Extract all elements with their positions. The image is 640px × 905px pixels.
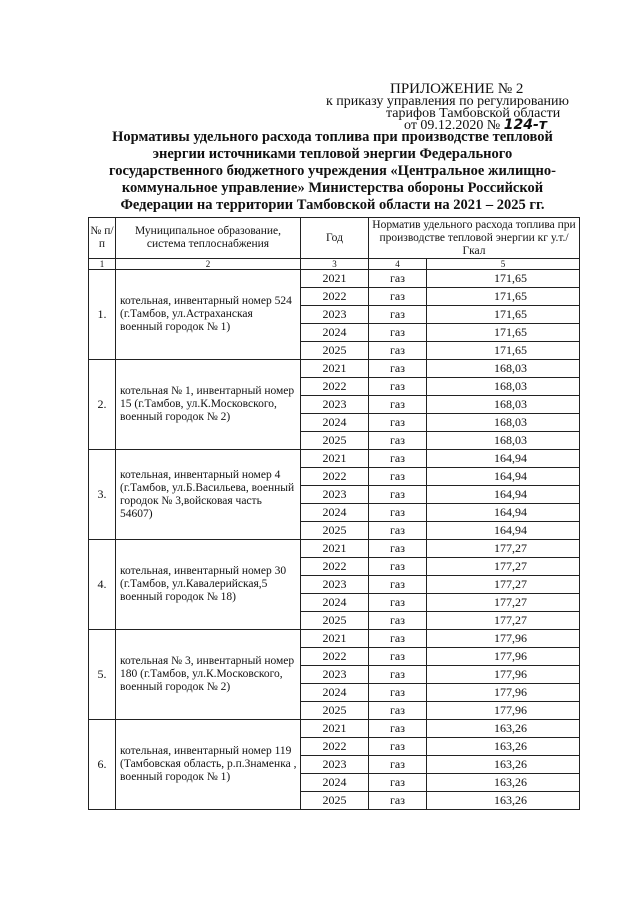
header-municipality: Муниципальное образование, система теплоснабжения [116,218,301,259]
column-index-row [89,259,580,270]
norm-value-cell: 164,94 [427,486,580,504]
year-cell: 2023 [301,486,369,504]
column-index: 2 [116,259,301,270]
row-number: 5. [89,630,116,720]
fuel-cell: газ [369,360,427,378]
norm-value-cell: 168,03 [427,414,580,432]
fuel-cell: газ [369,288,427,306]
heating-system-name: котельная, инвентарный номер 4 (г.Тамбов, ул.Б.Васильева, военный городок № 3,войсковая часть 54607) [116,450,301,540]
fuel-cell: газ [369,576,427,594]
year-cell: 2024 [301,684,369,702]
year-cell: 2025 [301,612,369,630]
year-cell: 2024 [301,594,369,612]
year-cell: 2025 [301,432,369,450]
year-cell: 2022 [301,288,369,306]
year-cell: 2022 [301,378,369,396]
fuel-cell: газ [369,648,427,666]
year-cell: 2023 [301,396,369,414]
row-number: 1. [89,270,116,360]
year-cell: 2024 [301,774,369,792]
norms-table [88,217,580,810]
norm-value-cell: 163,26 [427,738,580,756]
fuel-cell: газ [369,396,427,414]
year-cell: 2022 [301,648,369,666]
table-row [89,720,580,738]
heating-system-name: котельная № 1, инвентарный номер 15 (г.Тамбов, ул.К.Московского, военный городок № 2) [116,360,301,450]
fuel-cell: газ [369,558,427,576]
heating-system-name: котельная № 3, инвентарный номер 180 (г.Тамбов, ул.К.Московского, военный городок № 2) [116,630,301,720]
row-number: 2. [89,360,116,450]
norm-value-cell: 177,96 [427,684,580,702]
year-cell: 2023 [301,756,369,774]
norm-value-cell: 171,65 [427,288,580,306]
norm-value-cell: 168,03 [427,378,580,396]
fuel-cell: газ [369,684,427,702]
norm-value-cell: 177,27 [427,576,580,594]
year-cell: 2025 [301,342,369,360]
table-row [89,450,580,468]
norm-value-cell: 177,96 [427,702,580,720]
norm-value-cell: 164,94 [427,522,580,540]
norm-value-cell: 177,27 [427,540,580,558]
appendix-heading: ПРИЛОЖЕНИЕ № 2 [390,81,524,97]
year-cell: 2022 [301,558,369,576]
column-index: 4 [369,259,427,270]
fuel-cell: газ [369,738,427,756]
year-cell: 2024 [301,414,369,432]
norm-value-cell: 164,94 [427,468,580,486]
table-row [89,270,580,288]
year-cell: 2022 [301,738,369,756]
heating-system-name: котельная, инвентарный номер 119 (Тамбовская область, р.п.Знаменка , военный городок № 1) [116,720,301,810]
year-cell: 2021 [301,270,369,288]
heating-system-name: котельная, инвентарный номер 524 (г.Тамбов, ул.Астраханская военный городок № 1) [116,270,301,360]
year-cell: 2021 [301,450,369,468]
norm-value-cell: 163,26 [427,720,580,738]
order-date: от 09.12.2020 № [404,118,501,133]
year-cell: 2021 [301,360,369,378]
fuel-cell: газ [369,342,427,360]
fuel-cell: газ [369,612,427,630]
fuel-cell: газ [369,306,427,324]
norm-value-cell: 171,65 [427,270,580,288]
year-cell: 2024 [301,504,369,522]
year-cell: 2021 [301,720,369,738]
year-cell: 2023 [301,666,369,684]
column-index: 1 [89,259,116,270]
year-cell: 2021 [301,630,369,648]
table-header-row [89,218,580,259]
fuel-cell: газ [369,666,427,684]
row-number: 4. [89,540,116,630]
norm-value-cell: 168,03 [427,396,580,414]
norm-value-cell: 177,96 [427,666,580,684]
header-year: Год [301,218,369,259]
document-title: Нормативы удельного расхода топлива при производстве тепловой энергии источниками тепловой энергии Федерального государственного бюджетного учреждения «Центральное жилищно-коммунальное управление» Министерства обороны Российской Федерации на территории Тамбовской области на 2021 – 2025 гг. [109,129,556,213]
table-row [89,630,580,648]
fuel-cell: газ [369,756,427,774]
fuel-cell: газ [369,324,427,342]
fuel-cell: газ [369,504,427,522]
year-cell: 2024 [301,324,369,342]
column-index: 3 [301,259,369,270]
norm-value-cell: 164,94 [427,504,580,522]
norm-value-cell: 171,65 [427,306,580,324]
fuel-cell: газ [369,792,427,810]
norm-value-cell: 177,27 [427,558,580,576]
year-cell: 2025 [301,522,369,540]
fuel-cell: газ [369,702,427,720]
norm-value-cell: 163,26 [427,756,580,774]
norm-value-cell: 177,27 [427,594,580,612]
norm-value-cell: 177,27 [427,612,580,630]
norm-value-cell: 177,96 [427,630,580,648]
order-reference-line-1: к приказу управления по регулированию [326,94,569,109]
year-cell: 2025 [301,792,369,810]
fuel-cell: газ [369,630,427,648]
year-cell: 2025 [301,702,369,720]
year-cell: 2023 [301,306,369,324]
norm-value-cell: 171,65 [427,324,580,342]
row-number: 3. [89,450,116,540]
column-index: 5 [427,259,580,270]
fuel-cell: газ [369,594,427,612]
table-row [89,540,580,558]
year-cell: 2023 [301,576,369,594]
order-reference-line-2: тарифов Тамбовской области [386,106,561,121]
header-num: № п/п [89,218,116,259]
row-number: 6. [89,720,116,810]
heating-system-name: котельная, инвентарный номер 30 (г.Тамбов, ул.Кавалерийская,5 военный городок № 18) [116,540,301,630]
norm-value-cell: 163,26 [427,774,580,792]
header-norm: Норматив удельного расхода топлива при производстве тепловой энергии кг у.т./Гкал [369,218,580,259]
norm-value-cell: 168,03 [427,360,580,378]
fuel-cell: газ [369,720,427,738]
fuel-cell: газ [369,414,427,432]
fuel-cell: газ [369,432,427,450]
norm-value-cell: 177,96 [427,648,580,666]
norm-value-cell: 168,03 [427,432,580,450]
norm-value-cell: 171,65 [427,342,580,360]
fuel-cell: газ [369,378,427,396]
order-number-handwritten: 124-т [503,117,547,133]
fuel-cell: газ [369,540,427,558]
year-cell: 2021 [301,540,369,558]
year-cell: 2022 [301,468,369,486]
fuel-cell: газ [369,468,427,486]
norm-value-cell: 164,94 [427,450,580,468]
table-body [89,270,580,810]
fuel-cell: газ [369,270,427,288]
norm-value-cell: 163,26 [427,792,580,810]
fuel-cell: газ [369,450,427,468]
fuel-cell: газ [369,486,427,504]
fuel-cell: газ [369,522,427,540]
table-row [89,360,580,378]
fuel-cell: газ [369,774,427,792]
